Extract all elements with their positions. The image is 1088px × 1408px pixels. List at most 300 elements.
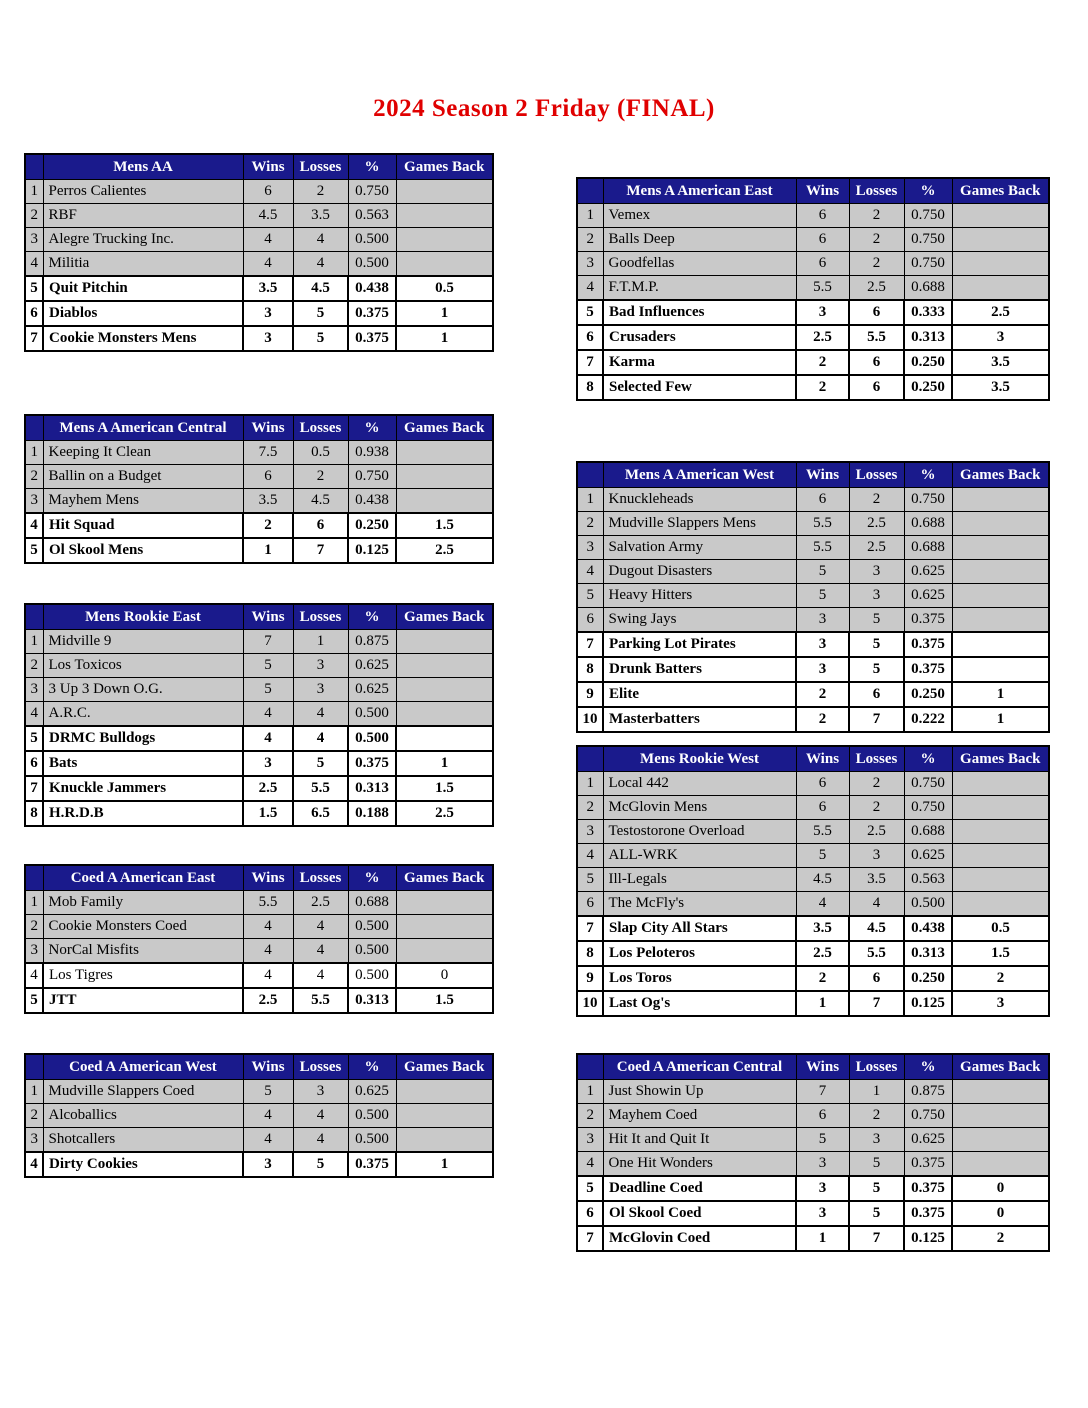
wins-cell: 3	[796, 608, 849, 633]
team-cell: McGlovin Coed	[603, 1226, 796, 1251]
gb-cell: 2.5	[396, 538, 493, 563]
losses-cell: 5	[293, 326, 348, 351]
wins-cell: 6	[243, 465, 293, 489]
wins-cell: 3	[796, 1201, 849, 1226]
gb-cell	[952, 868, 1049, 892]
losses-cell: 4	[293, 915, 348, 939]
losses-cell: 2.5	[293, 891, 348, 915]
team-cell: Balls Deep	[603, 228, 796, 252]
losses-cell: 6	[849, 682, 904, 707]
wins-cell: 3	[796, 632, 849, 657]
pct-cell: 0.500	[348, 252, 396, 277]
gb-cell	[952, 608, 1049, 633]
pct-cell: 0.625	[904, 584, 952, 608]
rank-cell: 4	[25, 1152, 43, 1177]
pct-cell: 0.688	[904, 536, 952, 560]
wins-cell: 3	[796, 300, 849, 325]
wins-cell: 6	[796, 204, 849, 228]
losses-cell: 3	[293, 1080, 348, 1104]
table-row	[25, 939, 493, 964]
rank-cell: 5	[25, 276, 43, 301]
column-header-pct: %	[904, 462, 952, 488]
pct-cell: 0.313	[348, 776, 396, 801]
rank-cell: 4	[577, 276, 603, 301]
pct-cell: 0.625	[348, 1080, 396, 1104]
table-row	[577, 584, 1049, 608]
rank-cell: 2	[25, 915, 43, 939]
pct-cell: 0.375	[348, 301, 396, 326]
table-header-row	[25, 1054, 493, 1080]
wins-cell: 5.5	[243, 891, 293, 915]
gb-cell	[396, 1080, 493, 1104]
rank-cell: 3	[577, 1128, 603, 1152]
rank-cell: 2	[25, 1104, 43, 1128]
table-row	[577, 796, 1049, 820]
table-row	[25, 702, 493, 727]
table-row	[577, 991, 1049, 1016]
table-row	[577, 892, 1049, 917]
rank-column-header	[577, 462, 603, 488]
table-row	[25, 1080, 493, 1104]
table-row	[25, 988, 493, 1013]
pct-cell: 0.313	[904, 941, 952, 966]
column-header-losses: Losses	[849, 462, 904, 488]
rank-cell: 4	[577, 560, 603, 584]
gb-cell: 0	[952, 1176, 1049, 1201]
table-row	[577, 1104, 1049, 1128]
wins-cell: 2	[796, 966, 849, 991]
pct-cell: 0.625	[904, 1128, 952, 1152]
column-header-losses: Losses	[293, 415, 348, 441]
wins-cell: 7	[796, 1080, 849, 1104]
table-row	[577, 1176, 1049, 1201]
wins-cell: 5.5	[796, 512, 849, 536]
wins-cell: 6	[796, 488, 849, 512]
rank-cell: 5	[25, 988, 43, 1013]
gb-cell	[952, 228, 1049, 252]
rank-cell: 4	[25, 513, 43, 538]
losses-cell: 5	[849, 1201, 904, 1226]
table-row	[25, 252, 493, 277]
pct-cell: 0.250	[904, 966, 952, 991]
rank-cell: 2	[25, 465, 43, 489]
gb-cell: 1.5	[396, 776, 493, 801]
pct-cell: 0.625	[348, 654, 396, 678]
team-cell: Knuckleheads	[603, 488, 796, 512]
column-header-pct: %	[348, 865, 396, 891]
pct-cell: 0.563	[348, 204, 396, 228]
losses-cell: 2.5	[849, 820, 904, 844]
table-row	[25, 326, 493, 351]
gb-cell	[396, 180, 493, 204]
column-header-wins: Wins	[243, 415, 293, 441]
rank-cell: 10	[577, 991, 603, 1016]
losses-cell: 7	[849, 1226, 904, 1251]
table-coed-a-american-central	[576, 1053, 1050, 1252]
gb-cell: 3	[952, 325, 1049, 350]
rank-cell: 6	[577, 608, 603, 633]
column-header-games-back: Games Back	[952, 462, 1049, 488]
rank-cell: 2	[25, 204, 43, 228]
table-row	[577, 228, 1049, 252]
rank-column-header	[577, 178, 603, 204]
column-header-wins: Wins	[243, 1054, 293, 1080]
table-row	[577, 682, 1049, 707]
team-cell: NorCal Misfits	[43, 939, 243, 964]
wins-cell: 2	[796, 707, 849, 732]
pct-cell: 0.438	[348, 276, 396, 301]
pct-cell: 0.750	[904, 252, 952, 276]
column-header-losses: Losses	[293, 865, 348, 891]
table-row	[25, 915, 493, 939]
table-row	[25, 654, 493, 678]
column-header-wins: Wins	[243, 865, 293, 891]
pct-cell: 0.688	[904, 512, 952, 536]
pct-cell: 0.875	[904, 1080, 952, 1104]
pct-cell: 0.125	[348, 538, 396, 563]
wins-cell: 3.5	[243, 276, 293, 301]
pct-cell: 0.750	[348, 180, 396, 204]
rank-cell: 8	[577, 941, 603, 966]
team-cell: Slap City All Stars	[603, 916, 796, 941]
losses-cell: 5	[293, 1152, 348, 1177]
division-title: Mens A American Central	[43, 415, 243, 441]
division-title: Coed A American Central	[603, 1054, 796, 1080]
team-cell: The McFly's	[603, 892, 796, 917]
gb-cell	[952, 1104, 1049, 1128]
gb-cell: 2.5	[396, 801, 493, 826]
table-row	[577, 657, 1049, 682]
team-cell: Cookie Monsters Mens	[43, 326, 243, 351]
column-header-wins: Wins	[796, 462, 849, 488]
losses-cell: 2	[849, 228, 904, 252]
wins-cell: 3	[243, 1152, 293, 1177]
gb-cell	[952, 536, 1049, 560]
pct-cell: 0.250	[904, 375, 952, 400]
pct-cell: 0.500	[904, 892, 952, 917]
losses-cell: 4	[849, 892, 904, 917]
pct-cell: 0.333	[904, 300, 952, 325]
wins-cell: 2	[796, 375, 849, 400]
rank-cell: 4	[25, 963, 43, 988]
gb-cell: 3.5	[952, 350, 1049, 375]
rank-cell: 4	[25, 252, 43, 277]
table-row	[577, 608, 1049, 633]
table-row	[577, 350, 1049, 375]
table-row	[25, 751, 493, 776]
losses-cell: 0.5	[293, 441, 348, 465]
wins-cell: 6	[796, 796, 849, 820]
rank-cell: 4	[25, 702, 43, 727]
gb-cell: 1	[952, 682, 1049, 707]
division-title: Coed A American West	[43, 1054, 243, 1080]
gb-cell: 1	[396, 326, 493, 351]
wins-cell: 6	[796, 228, 849, 252]
team-cell: Ill-Legals	[603, 868, 796, 892]
gb-cell	[952, 252, 1049, 276]
gb-cell	[396, 1104, 493, 1128]
table-row	[25, 301, 493, 326]
losses-cell: 1	[849, 1080, 904, 1104]
wins-cell: 6	[796, 772, 849, 796]
team-cell: Los Tigres	[43, 963, 243, 988]
team-cell: Los Toros	[603, 966, 796, 991]
pct-cell: 0.625	[904, 560, 952, 584]
wins-cell: 5	[796, 584, 849, 608]
wins-cell: 2	[796, 350, 849, 375]
wins-cell: 4	[243, 1128, 293, 1153]
gb-cell: 0.5	[952, 916, 1049, 941]
wins-cell: 3	[796, 1176, 849, 1201]
pct-cell: 0.688	[348, 891, 396, 915]
gb-cell: 1	[396, 301, 493, 326]
column-header-pct: %	[348, 415, 396, 441]
gb-cell	[952, 1152, 1049, 1177]
pct-cell: 0.500	[348, 228, 396, 252]
gb-cell: 1	[952, 707, 1049, 732]
table-row	[577, 512, 1049, 536]
table-row	[25, 963, 493, 988]
rank-cell: 2	[25, 654, 43, 678]
gb-cell	[396, 939, 493, 964]
rank-cell: 3	[25, 1128, 43, 1153]
losses-cell: 4	[293, 963, 348, 988]
wins-cell: 1	[796, 991, 849, 1016]
wins-cell: 5	[796, 1128, 849, 1152]
pct-cell: 0.500	[348, 963, 396, 988]
rank-cell: 3	[25, 228, 43, 252]
wins-cell: 7	[243, 630, 293, 654]
team-cell: Perros Calientes	[43, 180, 243, 204]
column-header-losses: Losses	[849, 178, 904, 204]
losses-cell: 4.5	[293, 489, 348, 514]
division-title: Coed A American East	[43, 865, 243, 891]
table-row	[25, 441, 493, 465]
table-row	[577, 1080, 1049, 1104]
wins-cell: 4	[243, 252, 293, 277]
losses-cell: 5	[849, 632, 904, 657]
rank-cell: 1	[25, 441, 43, 465]
rank-cell: 8	[577, 375, 603, 400]
wins-cell: 5.5	[796, 820, 849, 844]
rank-cell: 3	[25, 678, 43, 702]
table-row	[577, 820, 1049, 844]
wins-cell: 4	[243, 939, 293, 964]
rank-cell: 1	[25, 891, 43, 915]
wins-cell: 5	[796, 844, 849, 868]
pct-cell: 0.500	[348, 1128, 396, 1153]
rank-cell: 1	[577, 488, 603, 512]
table-mens-aa	[24, 153, 494, 352]
rank-cell: 7	[577, 916, 603, 941]
losses-cell: 6	[849, 350, 904, 375]
losses-cell: 6	[849, 966, 904, 991]
gb-cell	[396, 252, 493, 277]
wins-cell: 4.5	[796, 868, 849, 892]
column-header-losses: Losses	[849, 1054, 904, 1080]
team-cell: Karma	[603, 350, 796, 375]
gb-cell	[396, 702, 493, 727]
gb-cell: 1	[396, 1152, 493, 1177]
rank-column-header	[577, 746, 603, 772]
pct-cell: 0.313	[348, 988, 396, 1013]
table-row	[577, 375, 1049, 400]
rank-cell: 8	[577, 657, 603, 682]
column-header-pct: %	[348, 1054, 396, 1080]
losses-cell: 4.5	[849, 916, 904, 941]
wins-cell: 5.5	[796, 536, 849, 560]
gb-cell	[396, 204, 493, 228]
gb-cell	[396, 1128, 493, 1153]
gb-cell	[952, 560, 1049, 584]
rank-cell: 3	[577, 252, 603, 276]
gb-cell	[952, 512, 1049, 536]
team-cell: Elite	[603, 682, 796, 707]
column-header-games-back: Games Back	[952, 1054, 1049, 1080]
rank-cell: 6	[25, 301, 43, 326]
rank-cell: 5	[577, 868, 603, 892]
team-cell: Heavy Hitters	[603, 584, 796, 608]
gb-cell: 0	[952, 1201, 1049, 1226]
column-header-wins: Wins	[796, 746, 849, 772]
losses-cell: 4	[293, 939, 348, 964]
pct-cell: 0.750	[904, 228, 952, 252]
gb-cell	[952, 204, 1049, 228]
pct-cell: 0.688	[904, 820, 952, 844]
table-row	[577, 1226, 1049, 1251]
losses-cell: 5	[849, 1152, 904, 1177]
team-cell: DRMC Bulldogs	[43, 726, 243, 751]
team-cell: Just Showin Up	[603, 1080, 796, 1104]
table-row	[25, 513, 493, 538]
rank-cell: 9	[577, 682, 603, 707]
table-row	[577, 966, 1049, 991]
wins-cell: 5.5	[796, 276, 849, 301]
rank-cell: 1	[577, 1080, 603, 1104]
column-header-wins: Wins	[243, 604, 293, 630]
division-title: Mens AA	[43, 154, 243, 180]
pct-cell: 0.222	[904, 707, 952, 732]
wins-cell: 4	[243, 915, 293, 939]
team-cell: RBF	[43, 204, 243, 228]
column-header-losses: Losses	[849, 746, 904, 772]
table-row	[577, 276, 1049, 301]
column-header-pct: %	[348, 604, 396, 630]
gb-cell: 3.5	[952, 375, 1049, 400]
rank-cell: 7	[577, 1226, 603, 1251]
pct-cell: 0.375	[348, 751, 396, 776]
table-mens-a-american-west	[576, 461, 1050, 733]
pct-cell: 0.375	[348, 1152, 396, 1177]
team-cell: Masterbatters	[603, 707, 796, 732]
table-row	[25, 228, 493, 252]
wins-cell: 2.5	[243, 988, 293, 1013]
team-cell: Parking Lot Pirates	[603, 632, 796, 657]
team-cell: Salvation Army	[603, 536, 796, 560]
rank-cell: 5	[25, 538, 43, 563]
losses-cell: 2	[849, 1104, 904, 1128]
team-cell: Diablos	[43, 301, 243, 326]
gb-cell	[396, 915, 493, 939]
team-cell: Ol Skool Coed	[603, 1201, 796, 1226]
wins-cell: 4	[243, 963, 293, 988]
team-cell: ALL-WRK	[603, 844, 796, 868]
team-cell: Hit It and Quit It	[603, 1128, 796, 1152]
table-header-row	[25, 604, 493, 630]
team-cell: Mayhem Mens	[43, 489, 243, 514]
column-header-wins: Wins	[243, 154, 293, 180]
table-row	[25, 776, 493, 801]
pct-cell: 0.375	[348, 326, 396, 351]
team-cell: F.T.M.P.	[603, 276, 796, 301]
table-coed-a-american-east	[24, 864, 494, 1014]
wins-cell: 4	[243, 228, 293, 252]
team-cell: Selected Few	[603, 375, 796, 400]
wins-cell: 7.5	[243, 441, 293, 465]
team-cell: Los Toxicos	[43, 654, 243, 678]
losses-cell: 5	[849, 608, 904, 633]
rank-cell: 1	[25, 1080, 43, 1104]
pct-cell: 0.750	[904, 772, 952, 796]
table-header-row	[25, 415, 493, 441]
wins-cell: 6	[796, 252, 849, 276]
gb-cell	[952, 796, 1049, 820]
team-cell: Shotcallers	[43, 1128, 243, 1153]
rank-cell: 6	[25, 751, 43, 776]
losses-cell: 2.5	[849, 536, 904, 560]
rank-cell: 2	[577, 512, 603, 536]
gb-cell	[396, 489, 493, 514]
rank-cell: 7	[577, 632, 603, 657]
table-row	[25, 1104, 493, 1128]
pct-cell: 0.750	[904, 1104, 952, 1128]
losses-cell: 3	[293, 678, 348, 702]
rank-column-header	[577, 1054, 603, 1080]
team-cell: H.R.D.B	[43, 801, 243, 826]
pct-cell: 0.750	[904, 796, 952, 820]
losses-cell: 6	[293, 513, 348, 538]
losses-cell: 2	[849, 204, 904, 228]
losses-cell: 4	[293, 702, 348, 727]
table-row	[577, 1128, 1049, 1152]
team-cell: Goodfellas	[603, 252, 796, 276]
rank-cell: 2	[577, 1104, 603, 1128]
division-title: Mens Rookie West	[603, 746, 796, 772]
team-cell: Mudville Slappers Coed	[43, 1080, 243, 1104]
pct-cell: 0.250	[348, 513, 396, 538]
wins-cell: 2.5	[243, 776, 293, 801]
column-header-wins: Wins	[796, 1054, 849, 1080]
pct-cell: 0.375	[904, 1201, 952, 1226]
rank-cell: 3	[25, 489, 43, 514]
column-header-losses: Losses	[293, 154, 348, 180]
gb-cell: 1.5	[396, 988, 493, 1013]
column-header-games-back: Games Back	[396, 865, 493, 891]
team-cell: Deadline Coed	[603, 1176, 796, 1201]
wins-cell: 3	[243, 326, 293, 351]
gb-cell: 2.5	[952, 300, 1049, 325]
gb-cell	[952, 584, 1049, 608]
rank-cell: 2	[577, 228, 603, 252]
division-title: Mens A American East	[603, 178, 796, 204]
losses-cell: 7	[293, 538, 348, 563]
gb-cell	[952, 488, 1049, 512]
team-cell: Militia	[43, 252, 243, 277]
table-mens-a-american-east	[576, 177, 1050, 401]
division-title: Mens Rookie East	[43, 604, 243, 630]
column-header-losses: Losses	[293, 604, 348, 630]
team-cell: Local 442	[603, 772, 796, 796]
